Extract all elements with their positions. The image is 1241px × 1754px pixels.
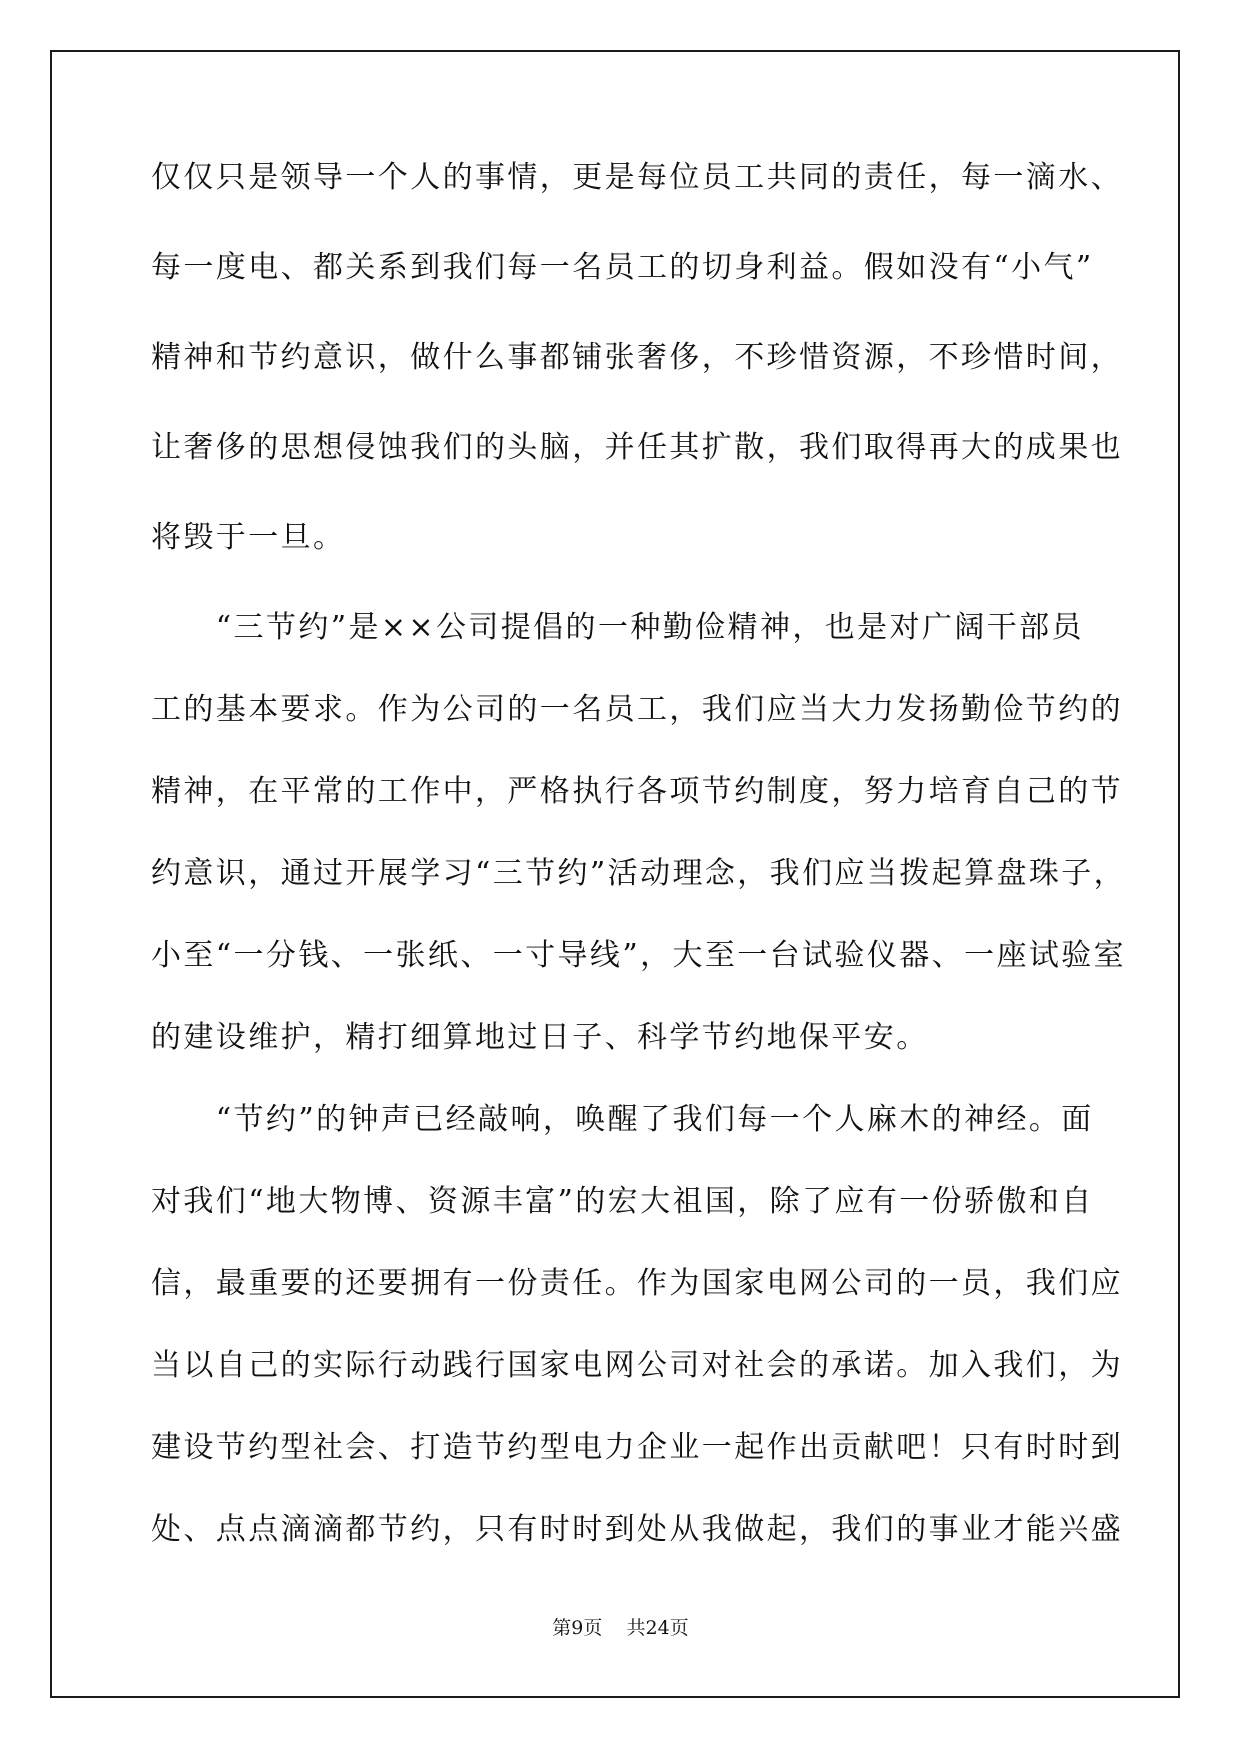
total-label-post: 页 [669, 1617, 689, 1639]
text-line: 处、点点滴滴都节约，只有时时到处从我做起，我们的事业才能兴盛 [151, 1512, 1123, 1547]
text-line: 小至“一分钱、一张纸、一寸导线”，大至一台试验仪器、一座试验室 [151, 938, 1127, 973]
text-line: 每一度电、都关系到我们每一名员工的切身利益。假如没有“小气” [151, 250, 1094, 285]
text-line: 建设节约型社会、打造节约型电力企业一起作出贡献吧！只有时时到 [151, 1430, 1123, 1465]
page-footer [0, 1616, 1241, 1640]
document-body [151, 158, 1127, 1592]
text-line: “节约”的钟声已经敲响，唤醒了我们每一个人麻木的神经。面 [151, 1102, 1094, 1137]
text-line: 让奢侈的思想侵蚀我们的头脑，并任其扩散，我们取得再大的成果也 [151, 430, 1123, 465]
text-line: 当以自己的实际行动践行国家电网公司对社会的承诺。加入我们，为 [151, 1348, 1123, 1383]
text-line: 仅仅只是领导一个人的事情，更是每位员工共同的责任，每一滴水、 [151, 160, 1123, 195]
total-label-pre: 共 [626, 1617, 646, 1639]
text-line: 的建设维护，精打细算地过日子、科学节约地保平安。 [151, 1020, 929, 1055]
text-line: 信，最重要的还要拥有一份责任。作为国家电网公司的一员，我们应 [151, 1266, 1123, 1301]
text-line: 将毁于一旦。 [151, 520, 346, 555]
total-pages: 24 [645, 1617, 670, 1639]
text-line: 对我们“地大物博、资源丰富”的宏大祖国，除了应有一份骄傲和自 [151, 1184, 1094, 1219]
page-number: 9 [571, 1617, 584, 1639]
footer-spacer [602, 1617, 626, 1639]
text-line: 精神，在平常的工作中，严格执行各项节约制度，努力培育自己的节 [151, 774, 1123, 809]
text-line: 工的基本要求。作为公司的一名员工，我们应当大力发扬勤俭节约的 [151, 692, 1123, 727]
text-line: 约意识，通过开展学习“三节约”活动理念，我们应当拨起算盘珠子， [151, 856, 1127, 891]
page-label-pre: 第 [552, 1617, 572, 1639]
page-label-post: 页 [583, 1617, 603, 1639]
text-line: 精神和节约意识，做什么事都铺张奢侈，不珍惜资源，不珍惜时间， [151, 340, 1123, 375]
text-line: “三节约”是××公司提倡的一种勤俭精神，也是对广阔干部员 [151, 610, 1084, 645]
